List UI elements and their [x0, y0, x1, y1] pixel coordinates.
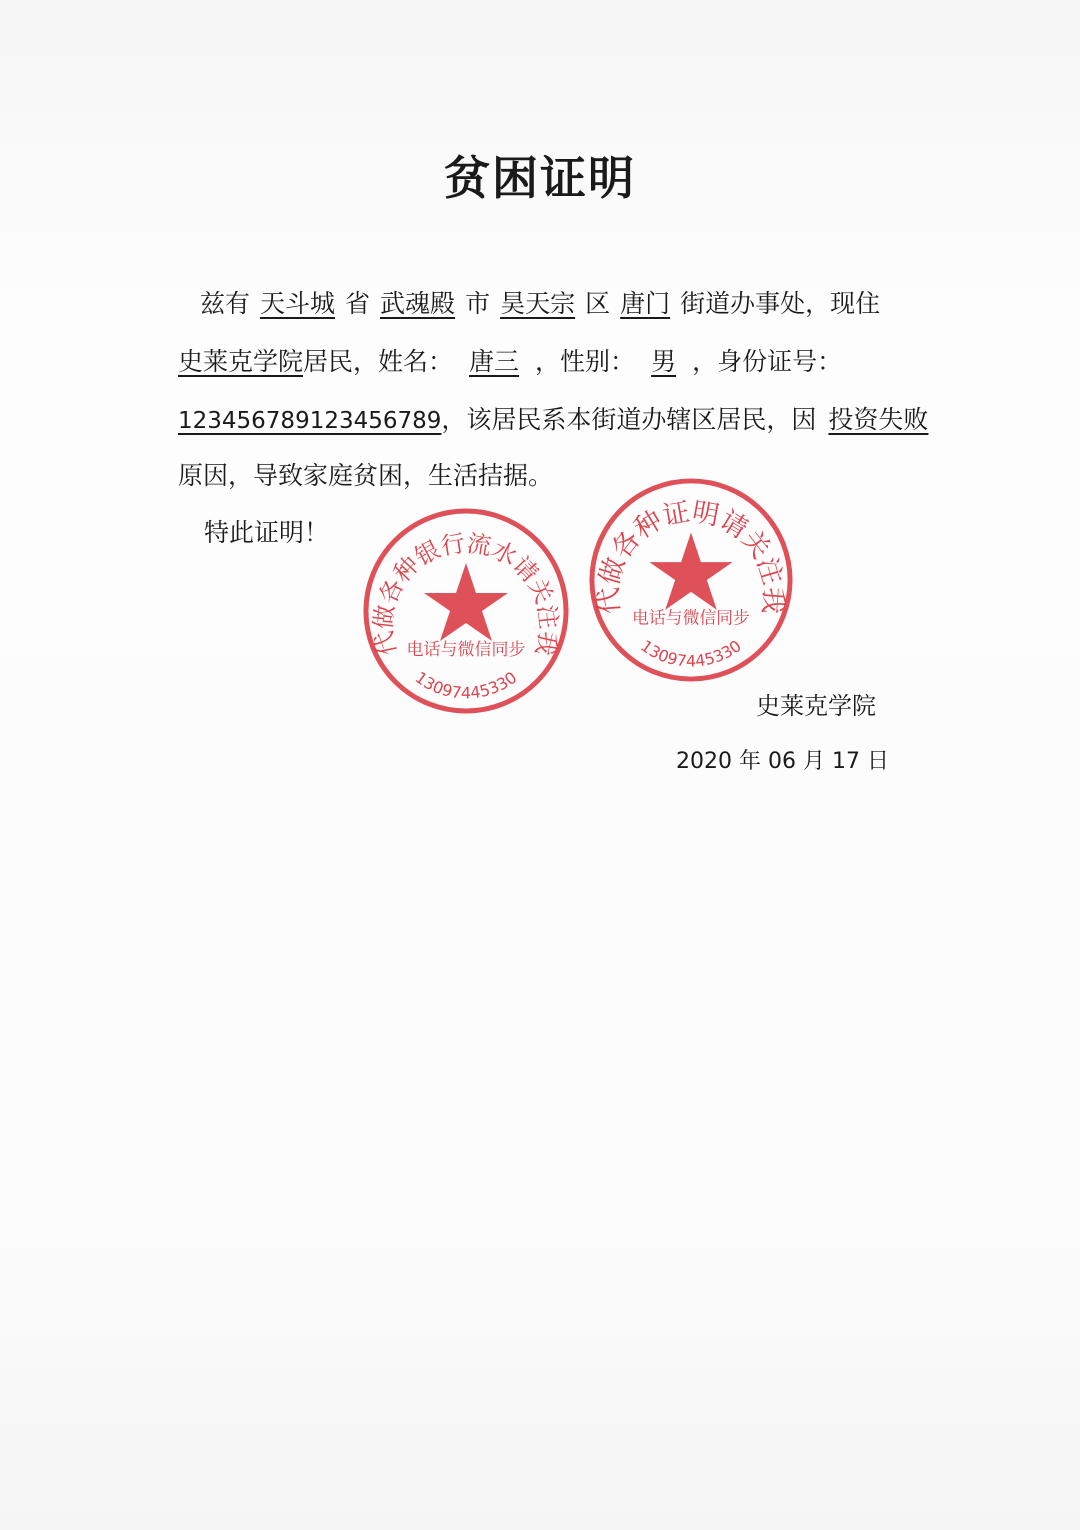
red-seal-right [586, 475, 796, 685]
seal-bottom-text: 13097445330 [411, 667, 521, 703]
id-prefix: ，身份证号： [692, 347, 843, 376]
district-field: 昊天宗 [500, 289, 576, 318]
name-field: 唐三 [469, 347, 520, 376]
signature-organization: 史莱克学院 [756, 692, 876, 720]
city-field: 武魂殿 [380, 289, 456, 318]
reason-field: 投资失败 [828, 405, 929, 434]
body-line-1 [200, 284, 880, 320]
seal-arc-text: 代做各种证明请关注我 [592, 496, 790, 616]
street-suffix: 街道办事处，现住 [680, 289, 881, 318]
body-line-3 [178, 400, 928, 436]
red-seal-left [360, 505, 572, 717]
text-prefix: 兹有 [200, 289, 251, 318]
signature-date: 2020 年 06 月 17 日 [676, 749, 889, 774]
id-number-field: 123456789123456789 [178, 408, 442, 434]
seal-center-text: 电话与微信同步 [632, 607, 750, 628]
seal-bottom-text: 13097445330 [637, 636, 745, 671]
province-suffix: 省 [345, 289, 371, 318]
name-prefix: 居民，姓名： [303, 347, 454, 376]
seal-arc-text: 代做各种银行流水请关注我 [369, 529, 563, 659]
gender-field: 男 [651, 347, 677, 376]
district-suffix: 区 [585, 289, 611, 318]
document-title: 贫困证明 [444, 151, 636, 205]
city-suffix: 市 [465, 289, 491, 318]
street-field: 唐门 [620, 289, 671, 318]
province-field: 天斗城 [260, 289, 336, 318]
star-icon [424, 563, 508, 641]
residence-field: 史莱克学院 [178, 347, 304, 376]
body-line-4: 原因，导致家庭贫困，生活拮据。 [178, 461, 554, 490]
body-line-2 [178, 342, 842, 378]
gender-prefix: ，性别： [535, 347, 636, 376]
seal-center-text: 电话与微信同步 [406, 640, 526, 660]
closing-text: 特此证明！ [204, 518, 330, 547]
star-icon [649, 532, 732, 609]
reason-prefix: ，该居民系本街道办辖区居民，因 [441, 405, 817, 434]
